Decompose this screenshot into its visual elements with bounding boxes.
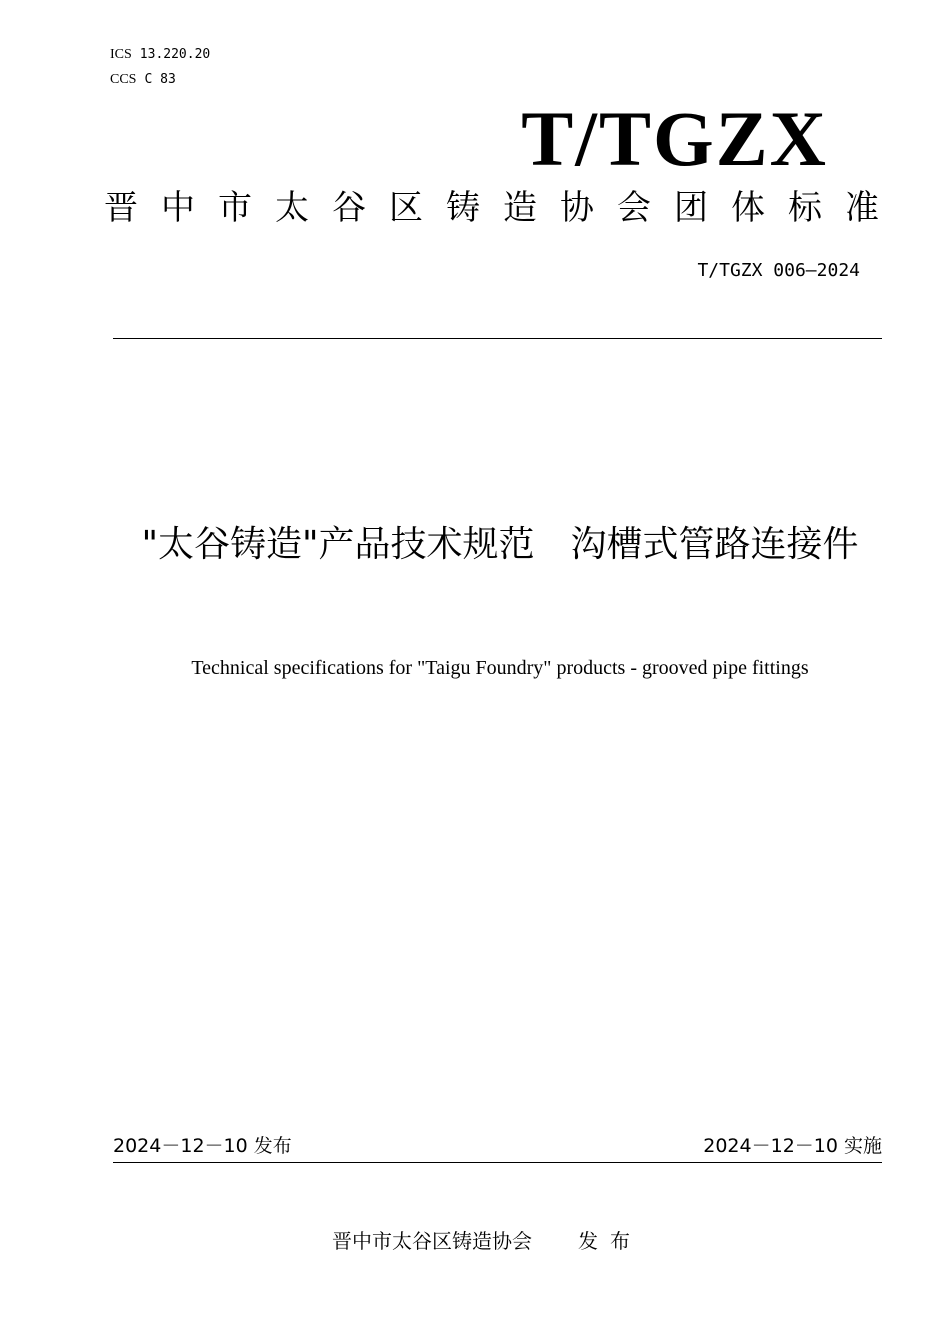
document-title-english: Technical specifications for "Taigu Foundry" products - grooved pipe fittings	[191, 657, 809, 679]
brand-logo: T/TGZX	[521, 95, 828, 182]
bottom-divider	[113, 1162, 882, 1163]
ics-value: 13.220.20	[139, 47, 211, 62]
implementation-date: 2024－12－10 实施	[703, 1135, 882, 1157]
publisher-action: 发布	[578, 1229, 642, 1253]
top-divider	[113, 338, 882, 339]
document-title: "太谷铸造"产品技术规范 沟槽式管路连接件	[141, 524, 859, 565]
ccs-code	[110, 71, 176, 89]
standard-number: T/TGZX 006—2024	[697, 260, 860, 281]
publisher-line	[0, 1228, 950, 1254]
issue-date: 2024－12－10 发布	[113, 1135, 292, 1157]
ics-label: ICS	[110, 47, 132, 62]
ccs-value: C 83	[144, 72, 176, 87]
ics-code	[110, 46, 210, 64]
org-standard-title: 晋中市太谷区铸造协会团体标准	[104, 188, 902, 228]
ccs-label: CCS	[110, 72, 137, 87]
publisher-name: 晋中市太谷区铸造协会	[332, 1229, 532, 1253]
